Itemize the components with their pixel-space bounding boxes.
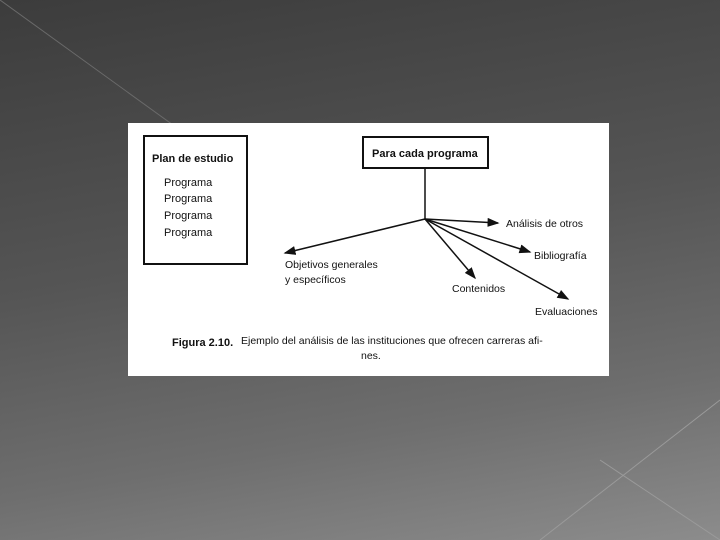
caption-text-line1: Ejemplo del análisis de las instituciones que ofrecen carreras afi- [241, 335, 543, 347]
label-objetivos-line2: y específicos [285, 274, 346, 286]
label-bibliografia: Bibliografía [534, 250, 587, 262]
para-cada-programa-title: Para cada programa [372, 148, 478, 160]
plan-de-estudio-title: Plan de estudio [152, 153, 234, 165]
arrow-objetivos [285, 219, 425, 253]
analysis-diagram [128, 123, 609, 376]
figure-image [128, 123, 609, 376]
programa-item-1: Programa [164, 177, 213, 189]
label-evaluaciones: Evaluaciones [535, 306, 598, 318]
arrow-contenidos [425, 219, 475, 278]
programa-item-4: Programa [164, 227, 213, 239]
programa-item-3: Programa [164, 210, 213, 222]
programa-item-2: Programa [164, 193, 213, 205]
label-analisis: Análisis de otros [506, 218, 584, 230]
caption-label: Figura 2.10. [172, 337, 234, 349]
label-contenidos: Contenidos [452, 283, 506, 295]
label-objetivos-line1: Objetivos generales [285, 259, 378, 271]
caption-text-line2: nes. [361, 350, 381, 362]
